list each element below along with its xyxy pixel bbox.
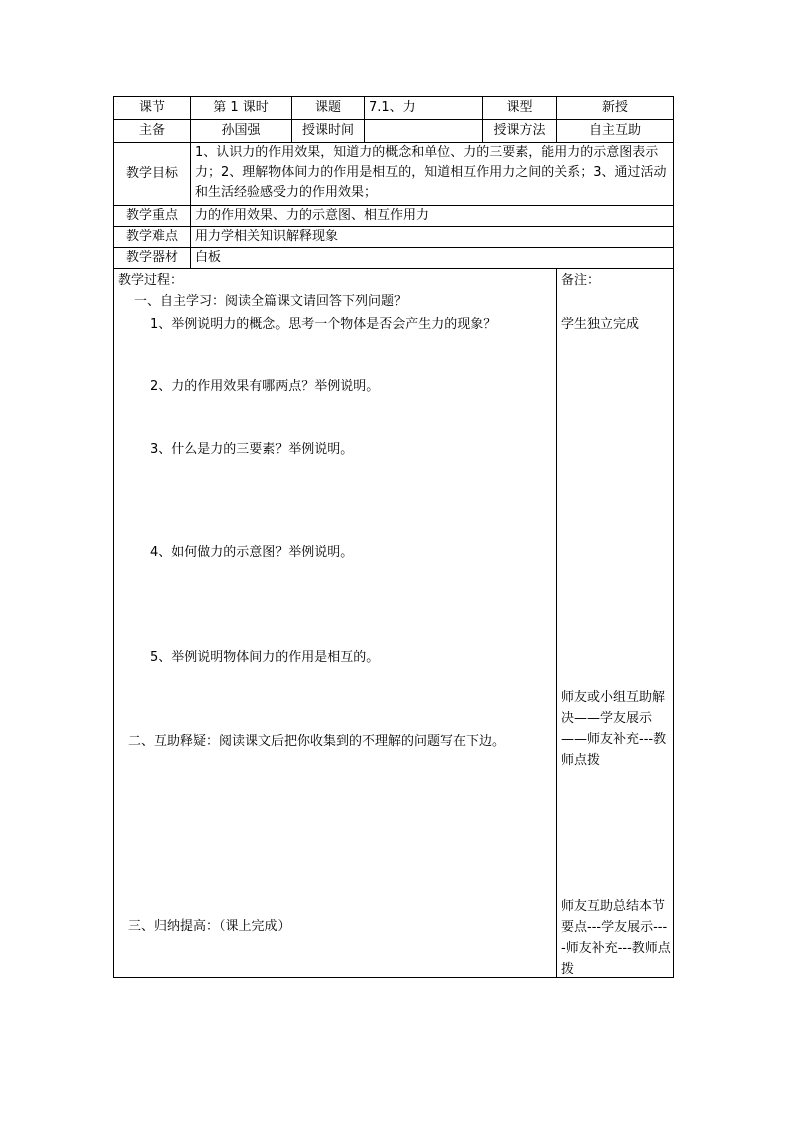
label-kexing: 课型	[483, 97, 557, 120]
label-method: 授课方法	[483, 120, 557, 143]
question-3: 3、什么是力的三要素？举例说明。	[150, 442, 354, 457]
value-kexing: 新授	[557, 97, 674, 120]
section-self-study: 一、自主学习：阅读全篇课文请回答下列问题？	[134, 294, 408, 309]
process-cell	[114, 269, 557, 978]
value-zhubei: 孙国强	[191, 120, 292, 143]
row-key-points	[114, 206, 674, 227]
value-time	[365, 120, 483, 143]
label-key: 教学重点	[114, 206, 191, 227]
question-4: 4、如何做力的示意图？举例说明。	[150, 545, 354, 560]
label-goal: 教学目标	[114, 143, 191, 206]
row-difficulty	[114, 227, 674, 248]
section-mutual-help: 二、互助释疑：阅读课文后把你收集到的不理解的问题写在下边。	[128, 734, 506, 749]
row-process	[114, 269, 674, 978]
note-summary: 师友互助总结本节要点---学友展示----师友补充---教师点拨	[561, 899, 671, 977]
notes-title: 备注：	[561, 273, 601, 288]
value-difficulty: 用力学相关知识解释现象	[191, 227, 674, 248]
row-equipment	[114, 248, 674, 269]
value-keti: 7.1、力	[365, 97, 483, 120]
label-keshi: 课节	[114, 97, 191, 120]
row-lesson-info	[114, 97, 674, 120]
label-keti: 课题	[292, 97, 365, 120]
label-difficulty: 教学难点	[114, 227, 191, 248]
value-keshi: 第 1 课时	[191, 97, 292, 120]
process-title: 教学过程：	[118, 273, 184, 288]
note-mutual-help: 师友或小组互助解决——学友展示——师友补充---教师点拨	[561, 690, 667, 768]
section-summary: 三、归纳提高：（课上完成）	[128, 919, 291, 934]
label-equipment: 教学器材	[114, 248, 191, 269]
row-goals	[114, 143, 674, 206]
question-1: 1、举例说明力的概念。思考一个物体是否会产生力的现象？	[150, 317, 497, 332]
value-goal: 1、认识力的作用效果，知道力的概念和单位、力的三要素，能用力的示意图表示力；2、理解物体间力的作用是相互的，知道相互作用力之间的关系；3、通过活动和生活经验感受力的作用效果；	[191, 143, 674, 206]
value-method: 自主互助	[557, 120, 674, 143]
question-5: 5、举例说明物体间力的作用是相互的。	[150, 650, 380, 665]
notes-cell	[557, 269, 674, 978]
row-preparer-info	[114, 120, 674, 143]
label-zhubei: 主备	[114, 120, 191, 143]
note-independent: 学生独立完成	[561, 317, 640, 332]
value-equipment: 白板	[191, 248, 674, 269]
lesson-plan-table	[113, 96, 674, 978]
question-2: 2、力的作用效果有哪两点？举例说明。	[150, 379, 380, 394]
label-time: 授课时间	[292, 120, 365, 143]
value-key: 力的作用效果、力的示意图、相互作用力	[191, 206, 674, 227]
